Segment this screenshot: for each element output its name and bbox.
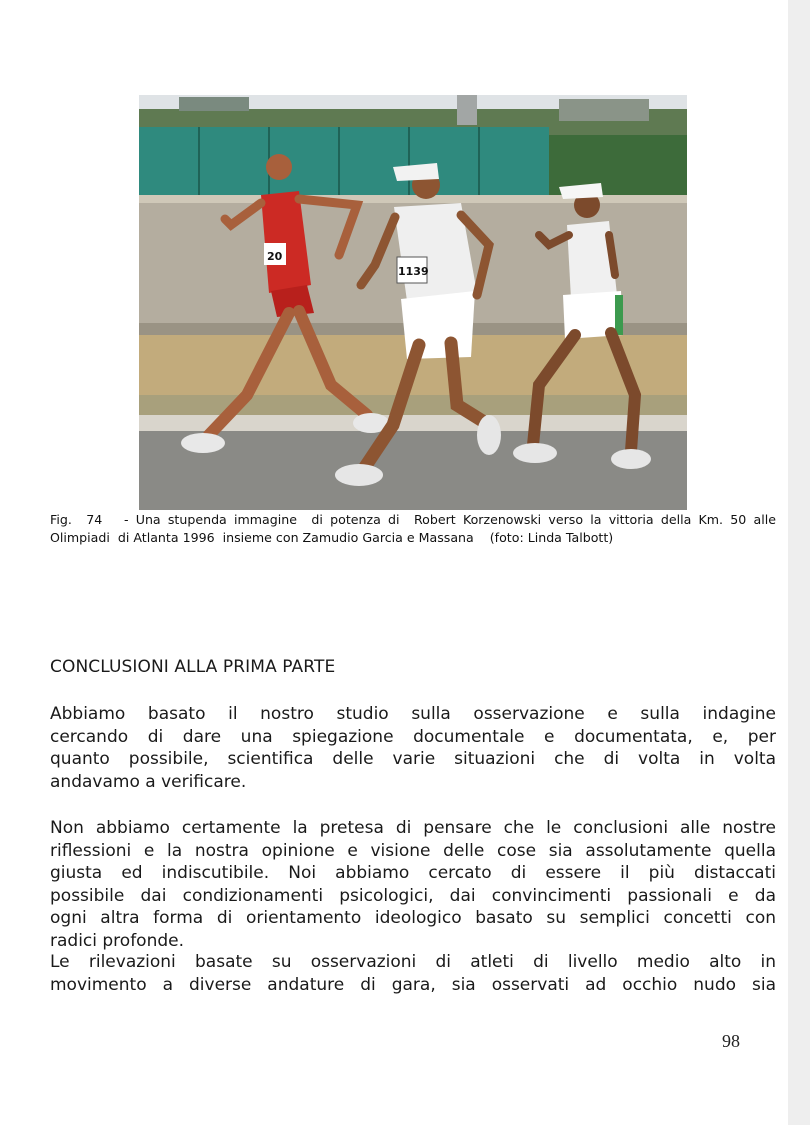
text-line: quanto possibile, scientifica delle varie situazioni che di volta in volta — [50, 749, 776, 770]
paragraph-1 — [50, 703, 776, 793]
paragraph-3 — [50, 951, 776, 996]
text-line: Non abbiamo certamente la pretesa di pensare che le conclusioni alle nostre — [50, 818, 776, 838]
caption-line: Olimpiadi di Atlanta 1996 insieme con Zamudio Garcia e Massana (foto: Linda Talbott) — [50, 530, 614, 545]
page-number: 98 — [722, 1031, 740, 1051]
text-line: Le rilevazioni basate su osservazioni di atleti di livello medio alto in — [50, 952, 776, 972]
text-line: radici profonde. — [50, 930, 185, 951]
section-heading: CONCLUSIONI ALLA PRIMA PARTE — [50, 657, 336, 677]
race-walk-photo — [139, 95, 687, 510]
page-edge-bar — [788, 0, 810, 1125]
text-line: ogni altra forma di orientamento ideologico basato su semplici concetti con — [50, 908, 776, 929]
text-line: possibile dai condizionamenti psicologici, dai convincimenti passionali e da — [50, 885, 776, 906]
text-line: riflessioni e la nostra opinione e visione delle cose sia assolutamente quella — [50, 840, 776, 861]
caption-line: Fig. 74 - Una stupenda immagine di potenza di Robert Korzenowski verso la vittoria della Km. 50 alle — [50, 512, 776, 527]
text-line: andavamo a verificare. — [50, 771, 247, 792]
text-line: Abbiamo basato il nostro studio sulla osservazione e sulla indagine — [50, 704, 776, 724]
bib-number: 1139 — [398, 265, 429, 278]
text-line: movimento a diverse andature di gara, sia osservati ad occhio nudo sia — [50, 974, 776, 995]
figure-caption — [50, 511, 776, 547]
paragraph-2 — [50, 817, 776, 953]
text-line: giusta ed indiscutibile. Noi abbiamo cercato di essere il più distaccati — [50, 863, 776, 884]
text-line: cercando di dare una spiegazione documentale e documentata, e, per — [50, 726, 776, 747]
bib-number: 20 — [267, 250, 283, 263]
